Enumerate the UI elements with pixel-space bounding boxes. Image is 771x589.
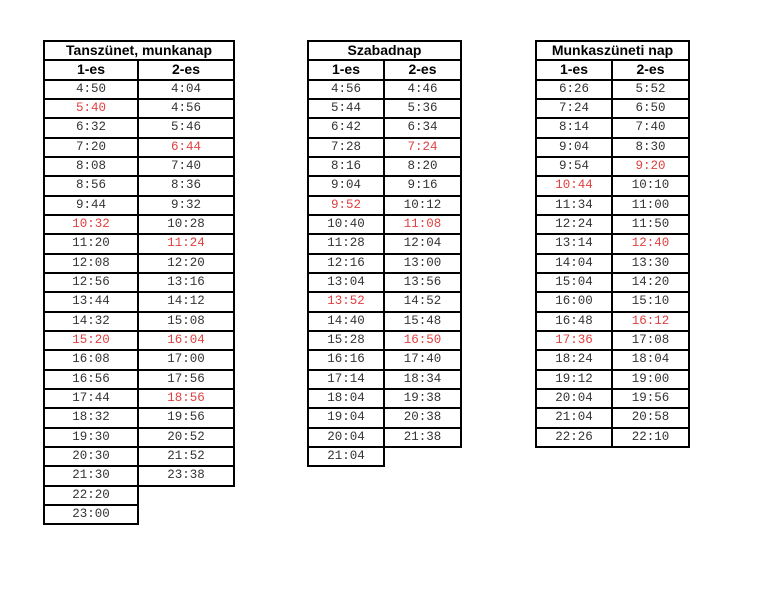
departure-time-1es: 15:28 <box>308 331 384 350</box>
departure-time-1es: 18:04 <box>308 389 384 408</box>
table-row <box>308 234 461 253</box>
table-row <box>44 331 234 350</box>
departure-time-1es: 16:08 <box>44 350 138 369</box>
departure-time-1es: 13:52 <box>308 292 384 311</box>
timetable-munkaszuneti-nap <box>535 40 690 448</box>
table-row <box>44 486 234 505</box>
departure-time-2es: 19:38 <box>384 389 461 408</box>
departure-time-2es: 21:38 <box>384 428 461 447</box>
table-row <box>44 80 234 99</box>
departure-time-2es: 4:46 <box>384 80 461 99</box>
departure-time-1es: 12:08 <box>44 254 138 273</box>
departure-time-1es: 4:50 <box>44 80 138 99</box>
table-row <box>44 350 234 369</box>
departure-time-1es: 18:24 <box>536 350 612 369</box>
table-row <box>536 273 689 292</box>
departure-time-1es: 16:16 <box>308 350 384 369</box>
departure-time-1es: 14:40 <box>308 312 384 331</box>
table-row <box>536 389 689 408</box>
table-row <box>536 312 689 331</box>
departure-time-1es: 4:56 <box>308 80 384 99</box>
departure-time-1es: 5:40 <box>44 99 138 118</box>
departure-time-1es: 7:20 <box>44 138 138 157</box>
empty-cell <box>384 447 461 466</box>
table-row <box>536 350 689 369</box>
departure-time-2es: 21:52 <box>138 447 234 466</box>
table-row <box>308 138 461 157</box>
departure-time-2es: 9:20 <box>612 157 689 176</box>
table-row <box>44 389 234 408</box>
table-row <box>44 254 234 273</box>
departure-time-1es: 9:44 <box>44 196 138 215</box>
departure-time-1es: 17:36 <box>536 331 612 350</box>
column-header-1es: 1-es <box>308 60 384 79</box>
departure-time-1es: 10:32 <box>44 215 138 234</box>
departure-time-1es: 9:54 <box>536 157 612 176</box>
table-title: Tanszünet, munkanap <box>44 41 234 60</box>
departure-time-2es: 7:40 <box>612 118 689 137</box>
departure-time-2es: 10:12 <box>384 196 461 215</box>
departure-time-1es: 16:00 <box>536 292 612 311</box>
departure-time-2es: 8:36 <box>138 176 234 195</box>
departure-time-2es: 7:40 <box>138 157 234 176</box>
departure-time-2es: 11:24 <box>138 234 234 253</box>
table-row <box>308 350 461 369</box>
departure-time-2es: 6:34 <box>384 118 461 137</box>
departure-time-2es: 13:56 <box>384 273 461 292</box>
departure-time-2es: 9:16 <box>384 176 461 195</box>
departure-time-2es: 11:08 <box>384 215 461 234</box>
departure-time-1es: 17:14 <box>308 370 384 389</box>
table-row <box>536 428 689 447</box>
departure-time-1es: 7:24 <box>536 99 612 118</box>
departure-time-1es: 15:04 <box>536 273 612 292</box>
departure-time-1es: 18:32 <box>44 408 138 427</box>
departure-time-2es: 20:52 <box>138 428 234 447</box>
departure-time-2es: 5:52 <box>612 80 689 99</box>
departure-time-2es: 6:50 <box>612 99 689 118</box>
departure-time-1es: 16:56 <box>44 370 138 389</box>
departure-time-2es: 20:58 <box>612 408 689 427</box>
departure-time-2es: 5:46 <box>138 118 234 137</box>
departure-time-2es: 12:04 <box>384 234 461 253</box>
departure-time-2es: 13:00 <box>384 254 461 273</box>
table-row <box>44 138 234 157</box>
departure-time-2es: 10:10 <box>612 176 689 195</box>
departure-time-2es: 16:50 <box>384 331 461 350</box>
table-title: Szabadnap <box>308 41 461 60</box>
table-row <box>44 196 234 215</box>
table-row <box>308 331 461 350</box>
departure-time-1es: 11:28 <box>308 234 384 253</box>
table-row <box>536 157 689 176</box>
departure-time-1es: 11:20 <box>44 234 138 253</box>
table-row <box>308 408 461 427</box>
departure-time-1es: 12:16 <box>308 254 384 273</box>
departure-time-2es: 19:00 <box>612 370 689 389</box>
departure-time-1es: 9:04 <box>536 138 612 157</box>
column-header-2es: 2-es <box>612 60 689 79</box>
departure-time-1es: 21:30 <box>44 466 138 485</box>
departure-time-1es: 14:32 <box>44 312 138 331</box>
table-row <box>308 157 461 176</box>
departure-time-1es: 15:20 <box>44 331 138 350</box>
departure-time-2es: 11:50 <box>612 215 689 234</box>
departure-time-1es: 13:14 <box>536 234 612 253</box>
departure-time-2es: 19:56 <box>612 389 689 408</box>
table-row <box>308 99 461 118</box>
table-body <box>308 80 461 467</box>
table-row <box>308 196 461 215</box>
departure-time-1es: 8:08 <box>44 157 138 176</box>
departure-time-2es: 6:44 <box>138 138 234 157</box>
departure-time-2es: 18:56 <box>138 389 234 408</box>
table-row <box>536 118 689 137</box>
departure-time-2es: 4:56 <box>138 99 234 118</box>
departure-time-2es: 17:40 <box>384 350 461 369</box>
table-row <box>536 408 689 427</box>
departure-time-1es: 8:56 <box>44 176 138 195</box>
table-row <box>308 389 461 408</box>
table-row <box>44 505 234 524</box>
table-row <box>308 176 461 195</box>
departure-time-2es: 17:56 <box>138 370 234 389</box>
departure-time-1es: 21:04 <box>536 408 612 427</box>
table-row <box>44 99 234 118</box>
table-row <box>536 99 689 118</box>
departure-time-1es: 9:52 <box>308 196 384 215</box>
departure-time-2es: 16:12 <box>612 312 689 331</box>
departure-time-1es: 14:04 <box>536 254 612 273</box>
column-header-1es: 1-es <box>44 60 138 79</box>
departure-time-2es: 19:56 <box>138 408 234 427</box>
table-row <box>44 157 234 176</box>
departure-time-1es: 5:44 <box>308 99 384 118</box>
table-row <box>44 466 234 485</box>
departure-time-2es: 8:20 <box>384 157 461 176</box>
table-body <box>536 80 689 447</box>
table-row <box>308 215 461 234</box>
table-row <box>308 428 461 447</box>
departure-time-1es: 12:56 <box>44 273 138 292</box>
departure-time-1es: 17:44 <box>44 389 138 408</box>
departure-time-1es: 6:26 <box>536 80 612 99</box>
table-row <box>308 447 461 466</box>
table-row <box>536 80 689 99</box>
departure-time-2es: 17:08 <box>612 331 689 350</box>
departure-time-1es: 10:40 <box>308 215 384 234</box>
departure-time-1es: 19:30 <box>44 428 138 447</box>
departure-time-2es: 13:30 <box>612 254 689 273</box>
table-row <box>44 292 234 311</box>
departure-time-1es: 8:16 <box>308 157 384 176</box>
table-row <box>536 176 689 195</box>
table-row <box>44 408 234 427</box>
table-row <box>308 80 461 99</box>
departure-time-1es: 6:32 <box>44 118 138 137</box>
table-row <box>308 292 461 311</box>
departure-time-2es: 4:04 <box>138 80 234 99</box>
timetable-szabadnap <box>307 40 462 467</box>
departure-time-2es: 18:34 <box>384 370 461 389</box>
table-row <box>44 370 234 389</box>
departure-time-2es: 14:12 <box>138 292 234 311</box>
departure-time-2es: 22:10 <box>612 428 689 447</box>
departure-time-1es: 20:04 <box>536 389 612 408</box>
empty-cell <box>138 505 234 524</box>
departure-time-2es: 7:24 <box>384 138 461 157</box>
departure-time-1es: 19:12 <box>536 370 612 389</box>
table-row <box>44 118 234 137</box>
table-row <box>536 331 689 350</box>
departure-time-2es: 13:16 <box>138 273 234 292</box>
table-body <box>44 80 234 525</box>
departure-time-1es: 7:28 <box>308 138 384 157</box>
table-row <box>44 215 234 234</box>
departure-time-2es: 9:32 <box>138 196 234 215</box>
table-row <box>44 447 234 466</box>
table-row <box>308 118 461 137</box>
departure-time-1es: 13:44 <box>44 292 138 311</box>
departure-time-2es: 14:20 <box>612 273 689 292</box>
departure-time-1es: 8:14 <box>536 118 612 137</box>
departure-time-2es: 23:38 <box>138 466 234 485</box>
departure-time-2es: 11:00 <box>612 196 689 215</box>
departure-time-2es: 16:04 <box>138 331 234 350</box>
column-header-2es: 2-es <box>384 60 461 79</box>
table-title: Munkaszüneti nap <box>536 41 689 60</box>
table-row <box>536 370 689 389</box>
departure-time-1es: 23:00 <box>44 505 138 524</box>
departure-time-2es: 10:28 <box>138 215 234 234</box>
departure-time-1es: 19:04 <box>308 408 384 427</box>
column-header-2es: 2-es <box>138 60 234 79</box>
departure-time-1es: 6:42 <box>308 118 384 137</box>
table-row <box>308 312 461 331</box>
departure-time-1es: 9:04 <box>308 176 384 195</box>
table-row <box>44 312 234 331</box>
table-row <box>536 138 689 157</box>
timetable-tanszunet-munkanap <box>43 40 235 525</box>
table-row <box>536 234 689 253</box>
departure-time-2es: 14:52 <box>384 292 461 311</box>
table-row <box>536 196 689 215</box>
departure-time-1es: 11:34 <box>536 196 612 215</box>
departure-time-2es: 20:38 <box>384 408 461 427</box>
departure-time-2es: 15:48 <box>384 312 461 331</box>
empty-cell <box>138 486 234 505</box>
column-header-1es: 1-es <box>536 60 612 79</box>
table-row <box>536 292 689 311</box>
table-row <box>44 428 234 447</box>
table-row <box>308 273 461 292</box>
departure-time-2es: 12:20 <box>138 254 234 273</box>
departure-time-1es: 13:04 <box>308 273 384 292</box>
table-row <box>308 370 461 389</box>
departure-time-2es: 8:30 <box>612 138 689 157</box>
table-row <box>308 254 461 273</box>
departure-time-2es: 17:00 <box>138 350 234 369</box>
table-row <box>536 254 689 273</box>
departure-time-2es: 18:04 <box>612 350 689 369</box>
departure-time-2es: 15:08 <box>138 312 234 331</box>
departure-time-1es: 16:48 <box>536 312 612 331</box>
departure-time-1es: 10:44 <box>536 176 612 195</box>
departure-time-1es: 20:30 <box>44 447 138 466</box>
departure-time-1es: 20:04 <box>308 428 384 447</box>
departure-time-1es: 22:26 <box>536 428 612 447</box>
departure-time-1es: 12:24 <box>536 215 612 234</box>
table-row <box>44 234 234 253</box>
table-row <box>44 273 234 292</box>
departure-time-2es: 15:10 <box>612 292 689 311</box>
departure-time-1es: 21:04 <box>308 447 384 466</box>
departure-time-2es: 5:36 <box>384 99 461 118</box>
departure-time-2es: 12:40 <box>612 234 689 253</box>
departure-time-1es: 22:20 <box>44 486 138 505</box>
table-row <box>44 176 234 195</box>
table-row <box>536 215 689 234</box>
